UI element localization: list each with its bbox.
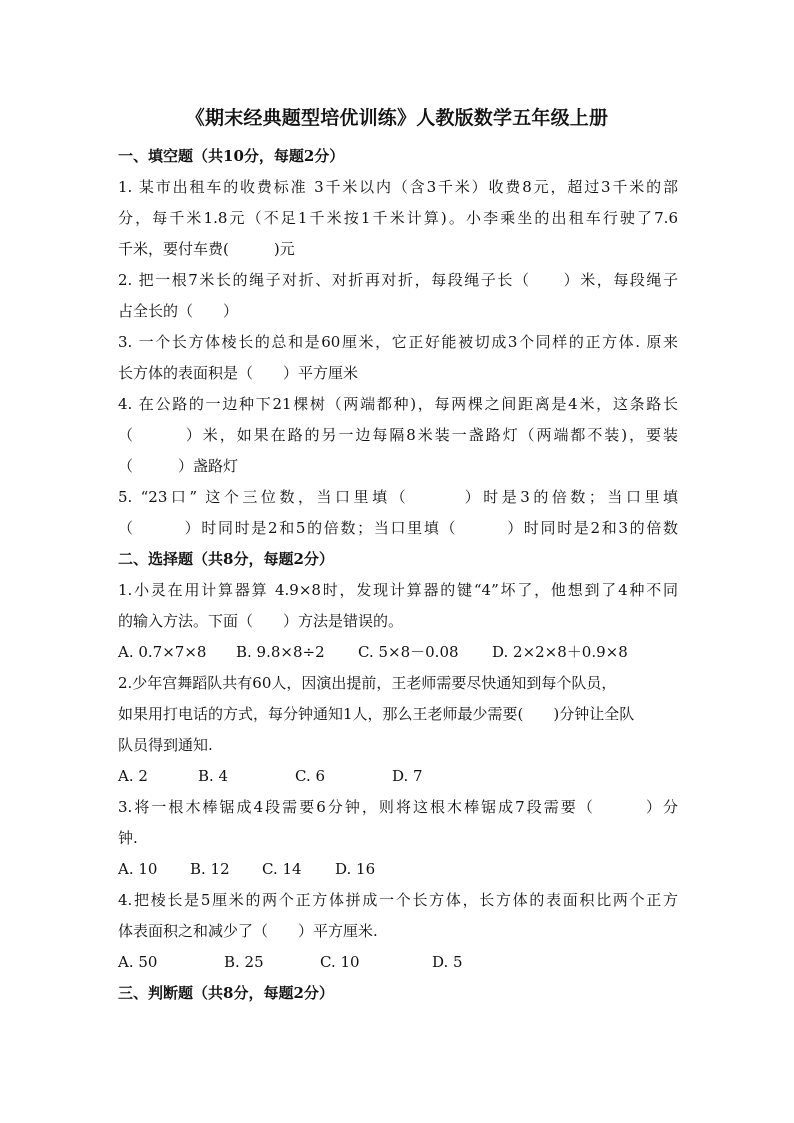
section-heading-fill-blank: 一、填空题（共10分，每题2分） bbox=[118, 147, 345, 165]
question-line: 如果用打电话的方式，每分钟通知1人，那么王老师最少需要( )分钟让全队 bbox=[118, 705, 635, 723]
question-line: 占全长的（ ） bbox=[118, 302, 239, 320]
question-line: 分，每千米1.8元（不足1千米按1千米计算)。小李乘坐的出租车行驶了7.6 bbox=[118, 209, 678, 227]
question-line: 2. 把一根7米长的绳子对折、对折再对折，每段绳子长（ ）米，每段绳子 bbox=[118, 271, 678, 289]
question-1-5 bbox=[118, 482, 678, 544]
question-line: 的输入方法。下面（ ）方法是错误的。 bbox=[118, 612, 404, 630]
question-1-2 bbox=[118, 265, 678, 327]
question-1-4 bbox=[118, 389, 678, 482]
question-1-1 bbox=[118, 172, 678, 265]
option-d: D. 5 bbox=[432, 953, 463, 971]
options-row bbox=[118, 761, 678, 792]
question-line: 4. 在公路的一边种下21棵树（两端都种)，每两棵之间距离是4米，这条路长 bbox=[118, 395, 678, 413]
option-d: D. 2×2×8＋0.9×8 bbox=[492, 643, 628, 661]
option-a: A. 0.7×7×8 bbox=[118, 643, 207, 661]
options-row bbox=[118, 637, 678, 668]
option-c: C. 14 bbox=[262, 860, 302, 878]
question-line: （ ）盏路灯 bbox=[118, 457, 239, 475]
document-title: 《期末经典题型培优训练》人教版数学五年级上册 bbox=[185, 107, 609, 129]
question-line: 1. 某市出租车的收费标准 3千米以内（含3千米）收费8元，超过3千米的部 bbox=[118, 178, 678, 196]
option-b: B. 4 bbox=[198, 767, 229, 785]
question-line: （ ）米，如果在路的另一边每隔8米装一盏路灯（两端都不装)，要装 bbox=[118, 426, 678, 444]
question-line: 队员得到通知. bbox=[118, 736, 213, 754]
question-line: 体表面积之和减少了（ ）平方厘米. bbox=[118, 922, 378, 940]
question-line: 钟. bbox=[118, 829, 138, 847]
option-a: A. 2 bbox=[118, 767, 148, 785]
options-row bbox=[118, 854, 678, 885]
question-line: （ ）时同时是2和5的倍数；当口里填（ ）时同时是2和3的倍数 bbox=[118, 519, 678, 537]
option-a: A. 10 bbox=[118, 860, 158, 878]
worksheet-content bbox=[118, 141, 678, 1009]
question-line: 长方体的表面积是（ ）平方厘米 bbox=[118, 364, 359, 382]
question-line: 5. “23口” 这个三位数，当口里填（ ）时是3的倍数；当口里填 bbox=[118, 488, 678, 506]
option-b: B. 25 bbox=[224, 953, 264, 971]
option-b: B. 12 bbox=[190, 860, 230, 878]
question-line: 1.小灵在用计算器算 4.9×8时，发现计算器的键“4”坏了，他想到了4种不同 bbox=[118, 581, 678, 599]
question-line: 2.少年宫舞蹈队共有60人，因演出提前，王老师需要尽快通知到每个队员， bbox=[118, 674, 617, 692]
option-c: C. 6 bbox=[295, 767, 326, 785]
option-c: C. 10 bbox=[320, 953, 360, 971]
options-row bbox=[118, 947, 678, 978]
option-d: D. 16 bbox=[335, 860, 376, 878]
question-line: 3. 一个长方体棱长的总和是60厘米，它正好能被切成3个同样的正方体. 原来 bbox=[118, 333, 678, 351]
question-1-3 bbox=[118, 327, 678, 389]
option-d: D. 7 bbox=[392, 767, 423, 785]
question-2-4 bbox=[118, 885, 678, 978]
section-heading-true-false: 三、判断题（共8分，每题2分） bbox=[118, 984, 334, 1002]
option-a: A. 50 bbox=[118, 953, 158, 971]
question-line: 千米，要付车费( )元 bbox=[118, 240, 295, 258]
option-c: C. 5×8－0.08 bbox=[358, 643, 459, 661]
section-heading-multiple-choice: 二、选择题（共8分，每题2分） bbox=[118, 550, 334, 568]
question-line: 4.把棱长是5厘米的两个正方体拼成一个长方体，长方体的表面积比两个正方 bbox=[118, 891, 678, 909]
question-2-2 bbox=[118, 668, 678, 792]
question-2-3 bbox=[118, 792, 678, 885]
question-2-1 bbox=[118, 575, 678, 668]
question-line: 3.将一根木棒锯成4段需要6分钟，则将这根木棒锯成7段需要（ ）分 bbox=[118, 798, 678, 816]
option-b: B. 9.8×8÷2 bbox=[236, 643, 325, 661]
